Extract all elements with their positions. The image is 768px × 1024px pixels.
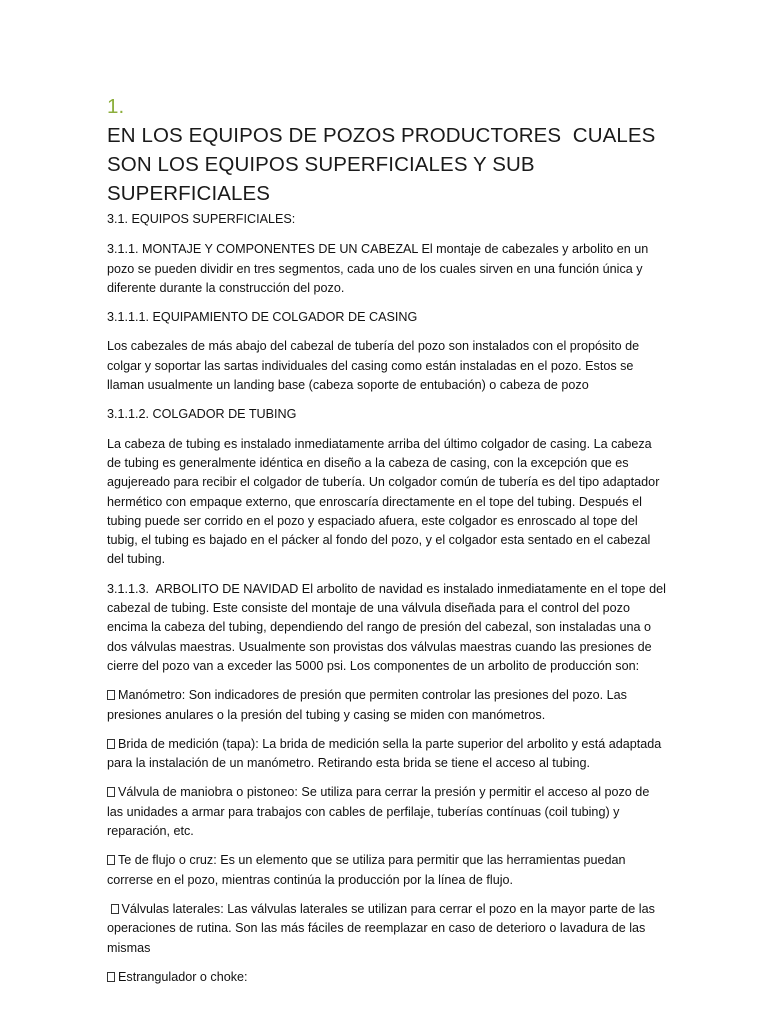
component-text: Válvulas laterales: Las válvulas laterales se utilizan para cerrar el pozo en la mayor parte de las operaciones de rutina. Son las más fáciles de reemplazar en caso de deterioro o lavadura de las mismas — [107, 901, 655, 955]
component-item — [107, 851, 668, 890]
component-item — [107, 968, 668, 987]
missing-glyph-icon — [107, 690, 115, 700]
component-item — [107, 735, 668, 774]
section-3-1-heading: 3.1. EQUIPOS SUPERFICIALES: — [107, 212, 296, 226]
missing-glyph-icon — [107, 739, 115, 749]
component-item — [107, 900, 668, 958]
missing-glyph-icon — [107, 855, 115, 865]
section-3-1-1-2-paragraph: La cabeza de tubing es instalado inmediatamente arriba del último colgador de casing. La cabeza de tubing es generalmente idéntica en diseño a la cabeza de casing, con la excepción que es agujereado para recibir el colgador de tubería. Un colgador común de tubería es del tipo adaptador hermético con empaque externo, que enroscaría directamente en el tope del tubing. Después el tubing puede ser corrido en el pozo y espaciado afuera, este colgador es enroscado al tope del tubig, el tubing es bajado en el pácker al fondo del pozo, y el colgador esta sentado en el cabezal del tubing. — [107, 436, 660, 567]
component-text: Manómetro: Son indicadores de presión que permiten controlar las presiones del pozo. Las presiones anulares o la presión del tubing y casing se miden con manómetros. — [107, 688, 627, 722]
section-3-1-1-1-heading: 3.1.1.1. EQUIPAMIENTO DE COLGADOR DE CASING — [107, 310, 418, 325]
title-line-2: SON LOS EQUIPOS SUPERFICIALES Y SUB SUPERFICIALES — [107, 153, 535, 205]
component-text: Estrangulador o choke: — [118, 969, 248, 984]
component-text: Te de flujo o cruz: Es un elemento que se utiliza para permitir que las herramientas puedan correrse en el pozo, mientras continúa la producción por la línea de flujo. — [107, 853, 626, 887]
title-line-1: EN LOS EQUIPOS DE POZOS PRODUCTORES CUALES — [107, 124, 656, 147]
missing-glyph-icon — [111, 904, 119, 914]
section-3-1-1-3-paragraph: 3.1.1.3. ARBOLITO DE NAVIDAD El arbolito de navidad es instalado inmediatamente en el tope del cabezal de tubing. Este consiste del montaje de una válvula diseñada para el control del pozo encima la cabeza del tubing, dependiendo del rango de presión del cabezal, son instaladas una o dos válvulas maestras. Usualmente son provistas dos válvulas maestras cuando las presiones de cierre del pozo van a exceder las 5000 psi. Los componentes de un arbolito de producción son: — [107, 581, 670, 673]
component-text: Brida de medición (tapa): La brida de medición sella la parte superior del arbolito y está adaptada para la instalación de un manómetro. Retirando esta brida se tiene el acceso al tubing. — [107, 736, 662, 771]
component-text: Válvula de maniobra o pistoneo: Se utiliza para cerrar la presión y permitir el acceso al pozo de las unidades a armar para trabajos con cables de perfilaje, tuberías contínuas (coil tubing) y reparación, etc. — [107, 785, 650, 839]
section-3-1-1-2-heading: 3.1.1.2. COLGADOR DE TUBING — [107, 407, 297, 422]
page-title — [107, 92, 668, 208]
section-3-1-1-paragraph: 3.1.1. MONTAJE Y COMPONENTES DE UN CABEZAL El montaje de cabezales y arbolito en un pozo se pueden dividir en tres segmentos, cada uno de los cuales sirven en una función única y diferente durante la construcción del pozo. — [107, 242, 649, 295]
section-3-1-1-1-paragraph: Los cabezales de más abajo del cabezal de tubería del pozo son instalados con el propósito de colgar y soportar las sartas individuales del casing como están instaladas en el pozo. Estos se llaman usualmente un landing base (cabeza soporte de entubación) o cabeza de pozo — [107, 339, 640, 393]
missing-glyph-icon — [107, 972, 115, 982]
missing-glyph-icon — [107, 787, 115, 797]
component-item — [107, 783, 668, 841]
component-item — [107, 686, 668, 725]
title-number: 1. — [107, 95, 125, 118]
